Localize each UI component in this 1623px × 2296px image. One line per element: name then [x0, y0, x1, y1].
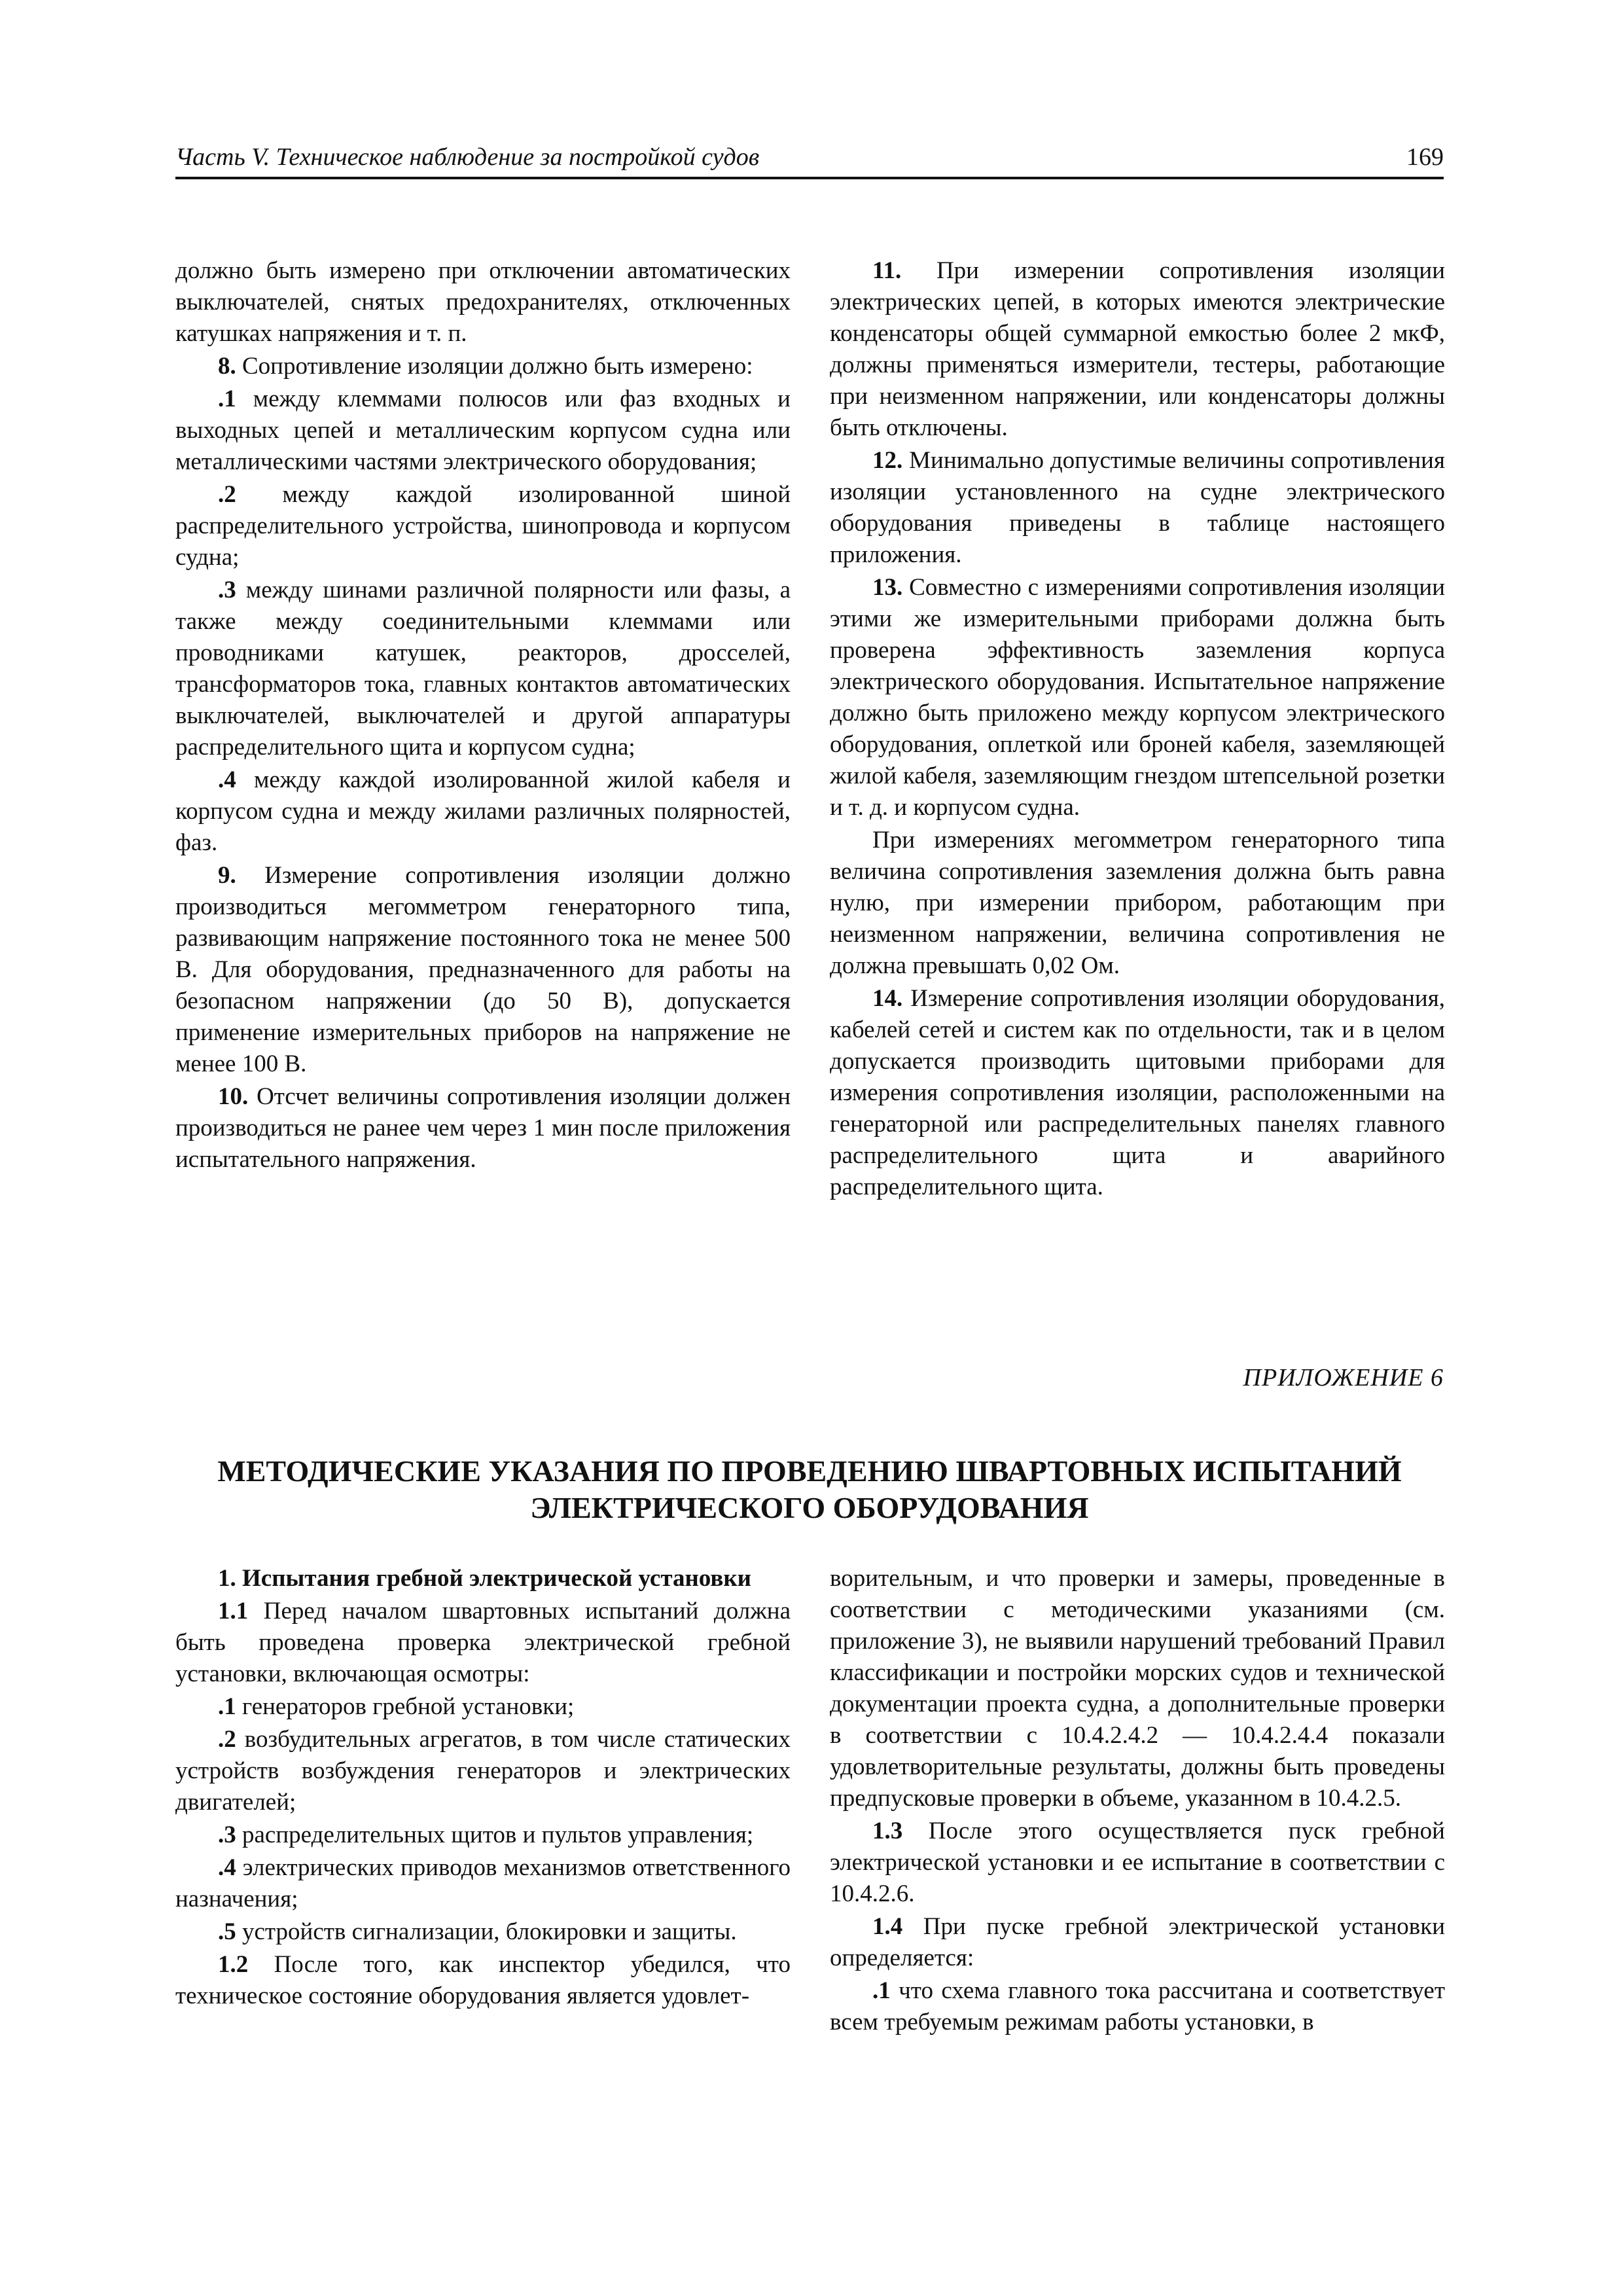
clause-number: 1.1: [218, 1598, 249, 1624]
paragraph-text: возбудительных агрегатов, в том числе статических устройств возбуждения генераторов и электрических двигателей;: [175, 1726, 791, 1816]
paragraph: [175, 1691, 791, 1723]
paragraph: [175, 1820, 791, 1851]
clause-number: .3: [218, 577, 236, 603]
paragraph: [830, 983, 1445, 1203]
paragraph-text: между шинами различной полярности или фазы, а также между соединительными клеммами или проводниками катушек, реакторов, дросселей, трансформаторов тока, главных контактов автоматических выключателей, выключателей и другой аппаратуры распределительного щита и корпусом судна;: [175, 577, 791, 761]
clause-number: 1. Испытания гребной электрической установки: [218, 1565, 751, 1592]
paragraph-text: Измерение сопротивления изоляции должно производиться мегомметром генераторного типа, развивающим напряжение постоянного тока не менее 500 В. Для оборудования, предназначенного для работы на безопасном напряжении (до 50 В), допускается применение измерительных приборов на напряжение не менее 100 В.: [175, 862, 791, 1077]
paragraph-text: При измерении сопротивления изоляции электрических цепей, в которых имеются электрические конденсаторы общей суммарной емкостью более 2 мкФ, должны применяться измерители, тестеры, работающие при неизменном напряжении, или конденсаторы должны быть отключены.: [830, 257, 1445, 441]
paragraph-text: распределительных щитов и пультов управления;: [236, 1821, 754, 1848]
paragraph: [830, 445, 1445, 571]
paragraph-text: генераторов гребной установки;: [236, 1693, 575, 1720]
paragraph-text: После того, как инспектор убедился, что техническое состояние оборудования является удовлет-: [175, 1951, 791, 2009]
paragraph: [175, 384, 791, 478]
clause-number: 9.: [218, 862, 236, 889]
clause-number: .1: [218, 1693, 236, 1720]
lower-left-column: [175, 1563, 791, 2013]
paragraph-text: Совместно с измерениями сопротивления изоляции этими же измерительными приборами должна быть проверена эффективность заземления корпуса электрического оборудования. Испытательное напряжение должно быть приложено между корпусом электрического оборудования, оплеткой или броней кабеля, заземляющей жилой кабеля, заземляющим гнездом штепсельной розетки и т. д. и корпусом судна.: [830, 574, 1445, 821]
paragraph: [175, 860, 791, 1080]
paragraph: [830, 255, 1445, 444]
paragraph-text: устройств сигнализации, блокировки и защиты.: [236, 1918, 737, 1945]
paragraph-text: электрических приводов механизмов ответственного назначения;: [175, 1854, 791, 1912]
clause-number: 13.: [872, 574, 903, 601]
paragraph: [175, 1949, 791, 2012]
paragraph-text: Отсчет величины сопротивления изоляции должен производиться не ранее чем через 1 мин после приложения испытательного напряжения.: [175, 1083, 791, 1173]
appendix-title-line: ЭЛЕКТРИЧЕСКОГО ОБОРУДОВАНИЯ: [530, 1491, 1089, 1524]
clause-number: 14.: [872, 985, 903, 1012]
lower-right-column: [830, 1563, 1445, 2039]
clause-number: .2: [218, 1726, 236, 1753]
paragraph-text: должно быть измерено при отключении автоматических выключателей, снятых предохранителях, отключенных катушках напряжения и т. п.: [175, 257, 791, 347]
running-header: [175, 140, 1444, 179]
paragraph-text: между каждой изолированной шиной распределительного устройства, шинопровода и корпусом судна;: [175, 481, 791, 571]
paragraph-text: между клеммами полюсов или фаз входных и выходных цепей и металлическим корпусом судна или металлическими частями электрического оборудования;: [175, 386, 791, 475]
paragraph: [175, 1852, 791, 1915]
paragraph: [830, 1816, 1445, 1910]
appendix-label: ПРИЛОЖЕНИЕ 6: [1243, 1364, 1444, 1391]
paragraph: [175, 1916, 791, 1948]
paragraph: [830, 1911, 1445, 1974]
paragraph: [175, 1724, 791, 1818]
clause-number: .4: [218, 766, 236, 793]
paragraph-text: После этого осуществляется пуск гребной электрической установки и ее испытание в соответствии с 10.4.2.6.: [830, 1818, 1445, 1907]
paragraph-text: При измерениях мегомметром генераторного типа величина сопротивления заземления должна быть равна нулю, при измерении прибором, работающим при неизменном напряжении, величина сопротивления не должна превышать 0,02 Ом.: [830, 827, 1445, 979]
clause-number: .1: [218, 386, 236, 412]
paragraph: [830, 1975, 1445, 2038]
paragraph-text: между каждой изолированной жилой кабеля и корпусом судна и между жилами различных полярностей, фаз.: [175, 766, 791, 856]
paragraph-text: ворительным, и что проверки и замеры, проведенные в соответствии с методическими указаниями (см. приложение 3), не выявили нарушений требований Правил классификации и постройки морских судов и технической документации проекта судна, а дополнительные проверки в соответствии с 10.4.2.4.2 — 10.4.2.4.4 показали удовлетворительные результаты, должны быть проведены предпусковые проверки в объеме, указанном в 10.4.2.5.: [830, 1565, 1445, 1812]
paragraph-text: Перед началом швартовных испытаний должна быть проведена проверка электрической гребной установки, включающая осмотры:: [175, 1598, 791, 1687]
paragraph-text: Сопротивление изоляции должно быть измерено:: [236, 353, 753, 380]
paragraph-text: При пуске гребной электрической установки определяется:: [830, 1913, 1445, 1971]
appendix-title-line: МЕТОДИЧЕСКИЕ УКАЗАНИЯ ПО ПРОВЕДЕНИЮ ШВАРТОВНЫХ ИСПЫТАНИЙ: [217, 1454, 1402, 1488]
clause-number: 1.3: [872, 1818, 903, 1844]
clause-number: 8.: [218, 353, 236, 380]
paragraph-text: Измерение сопротивления изоляции оборудования, кабелей сетей и систем как по отдельности, так и в целом допускается производить щитовыми приборами для измерения сопротивления изоляции, расположенными на генераторной или распределительных панелях главного распределительного щита и аварийного распределительного щита.: [830, 985, 1445, 1200]
paragraph-text: Минимально допустимые величины сопротивления изоляции установленного на судне электрического оборудования приведены в таблице настоящего приложения.: [830, 447, 1445, 568]
paragraph: [830, 825, 1445, 982]
appendix-title: [175, 1453, 1444, 1526]
paragraph: [175, 479, 791, 573]
upper-right-column: [830, 255, 1445, 1204]
clause-number: 12.: [872, 447, 903, 474]
page-number: 169: [1406, 143, 1444, 171]
paragraph: [175, 255, 791, 350]
clause-number: .3: [218, 1821, 236, 1848]
paragraph: [830, 572, 1445, 823]
paragraph: [830, 1563, 1445, 1814]
paragraph: [175, 351, 791, 382]
paragraph: [175, 1596, 791, 1690]
paragraph-text: что схема главного тока рассчитана и соответствует всем требуемым режимам работы установки, в: [830, 1977, 1445, 2036]
upper-left-column: [175, 255, 791, 1177]
clause-number: .1: [872, 1977, 891, 2004]
clause-number: 11.: [872, 257, 902, 284]
paragraph: [175, 1081, 791, 1175]
clause-number: .4: [218, 1854, 236, 1881]
clause-number: .2: [218, 481, 236, 508]
clause-number: 10.: [218, 1083, 249, 1110]
paragraph: [175, 575, 791, 763]
clause-number: .5: [218, 1918, 236, 1945]
clause-number: 1.2: [218, 1951, 249, 1978]
paragraph: [175, 1563, 791, 1594]
paragraph: [175, 764, 791, 859]
clause-number: 1.4: [872, 1913, 903, 1940]
running-title: Часть V. Техническое наблюдение за постройкой судов: [175, 143, 760, 171]
